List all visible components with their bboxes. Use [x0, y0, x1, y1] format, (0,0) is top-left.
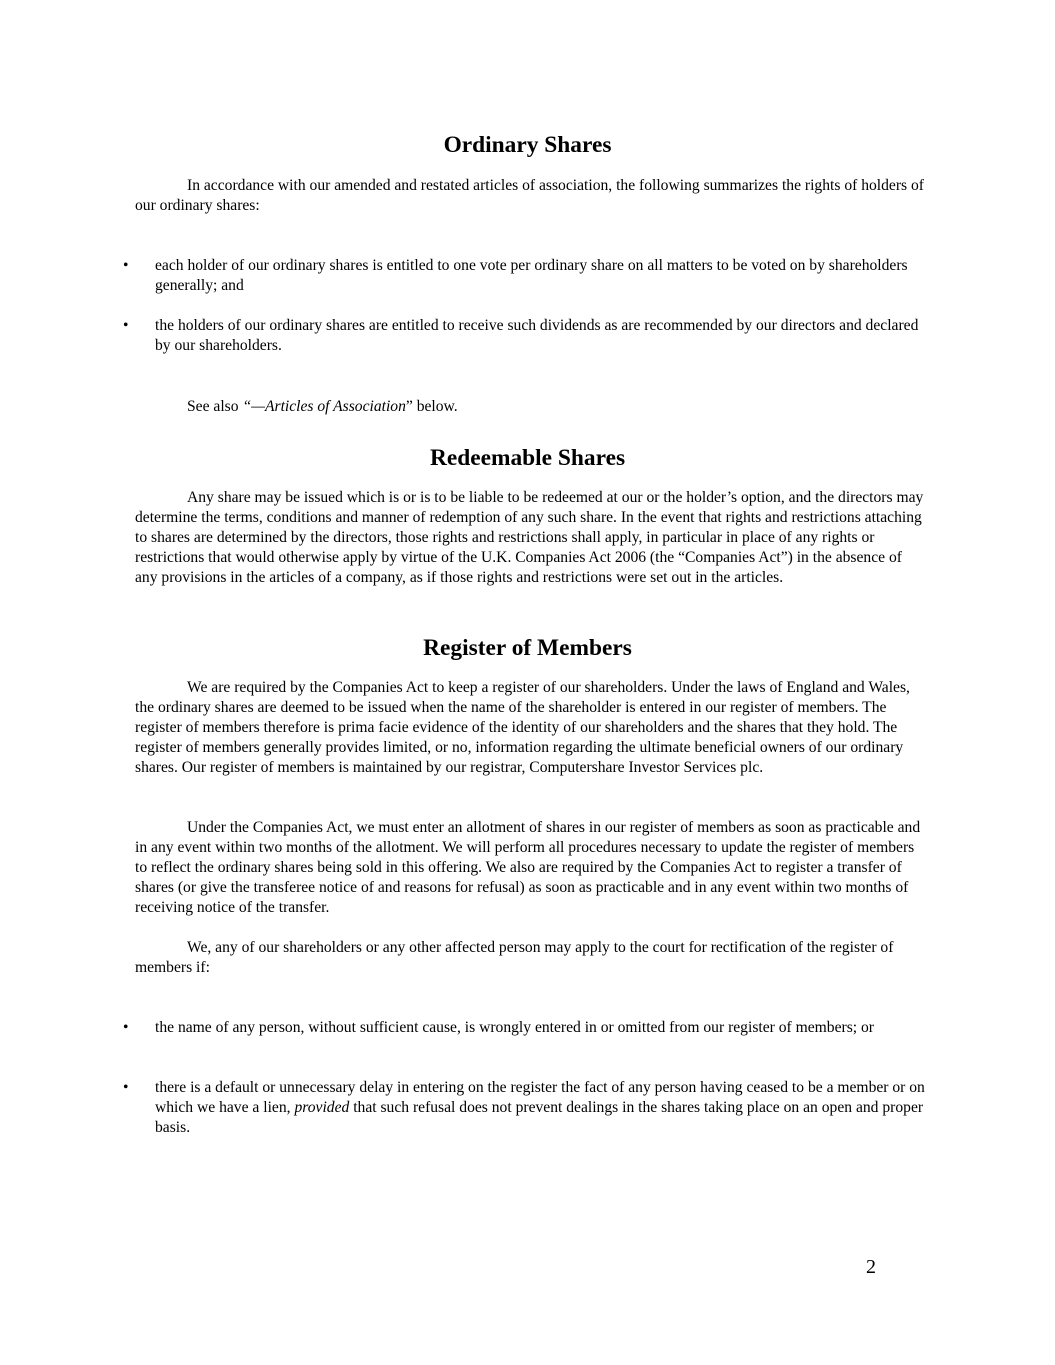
bullet-symbol: •	[123, 257, 129, 274]
bullet-text-start: there is a default or unnecessary delay in entering on the register the fact of any person having ceased to be a member or on which we have a lien,	[155, 1079, 925, 1116]
bullet-symbol: •	[123, 317, 129, 334]
see-also-reference: “—Articles of Association	[242, 398, 406, 415]
redeemable-shares-body: Any share may be issued which is or is to be liable to be redeemed at our or the holder’s option, and the directors may determine the terms, conditions and manner of redemption of any such share. In the event that rights and restrictions attaching to shares are determined by the directors, those rights and restrictions shall apply, in particular in place of any rights or restrictions that would otherwise apply by virtue of the U.K. Companies Act 2006 (the “Companies Act”) in the absence of any provisions in the articles of a company, as if those rights and restrictions were set out in the articles.	[135, 489, 924, 586]
ordinary-shares-intro: In accordance with our amended and restated articles of association, the following summarizes the rights of holders of our ordinary shares:	[135, 177, 924, 214]
see-also-line	[135, 397, 925, 417]
register-paragraph-1: We are required by the Companies Act to keep a register of our shareholders. Under the laws of England and Wales, the ordinary shares are deemed to be issued when the name of the shareholder is entered in our register of members. The register of members therefore is prima facie evidence of the identity of our shareholders and the shares that they hold. The register of members generally provides limited, or no, information regarding the ultimate beneficial owners of our ordinary shares. Our register of members is maintained by our registrar, Computershare Investor Services plc.	[135, 679, 910, 776]
register-paragraph-3: We, any of our shareholders or any other affected person may apply to the court for rectification of the register of members if:	[135, 939, 894, 976]
section-heading-ordinary-shares: Ordinary Shares	[443, 132, 612, 158]
bullet-symbol: •	[123, 1079, 129, 1096]
bullet-text-end: that such refusal does not prevent dealings in the shares taking place on an open and proper basis.	[155, 1099, 924, 1136]
bullet-text	[155, 1078, 925, 1138]
bullet-symbol: •	[123, 1019, 129, 1036]
see-also-suffix: ” below.	[405, 398, 458, 415]
bullet-text-italic: provided	[294, 1099, 350, 1116]
section-heading-register-of-members: Register of Members	[423, 635, 632, 661]
page-number: 2	[866, 1256, 876, 1278]
bullet-text: each holder of our ordinary shares is entitled to one vote per ordinary share on all matters to be voted on by shareholders generally; and	[155, 257, 908, 294]
section-heading-redeemable-shares: Redeemable Shares	[429, 445, 626, 471]
bullet-text: the name of any person, without sufficient cause, is wrongly entered in or omitted from our register of members; or	[155, 1019, 874, 1036]
bullet-text: the holders of our ordinary shares are entitled to receive such dividends as are recommended by our directors and declared by our shareholders.	[155, 317, 919, 354]
register-paragraph-2: Under the Companies Act, we must enter an allotment of shares in our register of members as soon as practicable and in any event within two months of the allotment. We will perform all procedures necessary to update the register of members to reflect the ordinary shares being sold in this offering. We also are required by the Companies Act to register a transfer of shares (or give the transferee notice of and reasons for refusal) as soon as practicable and in any event within two months of receiving notice of the transfer.	[135, 819, 921, 916]
see-also-prefix: See also	[187, 398, 243, 415]
